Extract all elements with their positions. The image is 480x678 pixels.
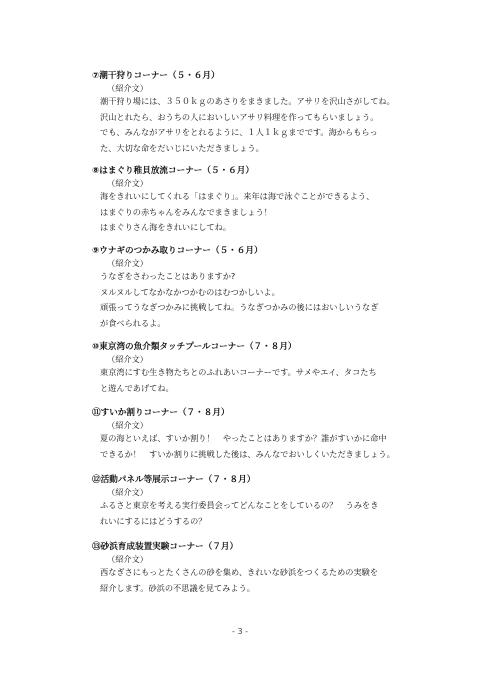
section-subtitle: （紹介文） — [107, 178, 148, 188]
section-subtitle: （紹介文） — [107, 83, 148, 93]
section-unagi — [92, 245, 432, 331]
section-text-line: ふるさと東京を考える実行委員会ってどんなことをしているの？ うみをき — [100, 500, 379, 510]
section-text-line: はまぐりさん海をきれいにしてね。 — [100, 222, 232, 232]
section-text-line: れいにするにはどうするの？ — [100, 515, 207, 526]
section-panel-display — [92, 474, 432, 529]
section-text-line: ヌルヌルしてなかなかつかむのはむつかしいよ。 — [100, 286, 280, 297]
section-shiohigari — [92, 70, 432, 156]
section-text-line: うなぎをさわったことはありますか? — [100, 271, 236, 281]
section-title: ⑧はまぐり稚貝放流コーナー（５・６月） — [92, 166, 254, 176]
section-text-line: でも、みんながアサリをとれるように、１人１ｋｇまでです。海からもらっ — [100, 127, 378, 137]
section-title: ⑩東京湾の魚介類タッチプールコーナー（７・８月） — [92, 342, 297, 352]
section-subtitle: （紹介文） — [107, 258, 148, 268]
section-title: ⑦潮干狩りコーナー（５・６月） — [92, 71, 220, 81]
section-text-line: 海をきれいにしてくれる「はまぐり」。来年は海で泳ぐことができるよう、 — [100, 191, 375, 201]
section-text-line: 潮干狩り場には、３５０ｋｇのあさりをまきました。アサリを沢山さがしてね。 — [100, 96, 395, 106]
section-title: ⑨ウナギのつかみ取りコーナー（５・６月） — [92, 246, 263, 256]
section-hamaguri — [92, 165, 432, 236]
section-text-line: 夏の海といえば、すいか割り！ やったことはありますか？誰がすいかに命中 — [100, 433, 387, 443]
page-number: - 3 - — [232, 627, 248, 636]
section-text-line: 沢山とれたら、おうちの人においしいアサリ料理を作ってもらいましょう。 — [100, 111, 379, 122]
section-title: ⑬砂浜育成装置実験コーナー（７月） — [92, 542, 239, 552]
section-sand-experiment — [92, 541, 432, 596]
section-touch-pool — [92, 341, 432, 396]
section-subtitle: （紹介文） — [107, 487, 148, 497]
section-subtitle: （紹介文） — [107, 354, 148, 364]
section-text-line: はまぐりの赤ちゃんをみんなでまきましょう！ — [100, 206, 272, 217]
section-text-line: が食べられるよ。 — [100, 317, 166, 328]
section-subtitle: （紹介文） — [107, 420, 148, 430]
section-text-line: と遊んであげてね。 — [100, 382, 174, 393]
section-subtitle: （紹介文） — [107, 554, 148, 564]
section-text-line: できるか！ すいか割りに挑戦した後は、みんなでおいしくいただきましょう。 — [100, 448, 395, 459]
section-text-line: 西なぎさにもっとたくさんの砂を集め、きれいな砂浜をつくるための実験を — [100, 567, 379, 577]
section-suikawari — [92, 407, 432, 462]
section-text-line: 頑張ってうなぎつかみに挑戦してね。うなぎつかみの後にはおいしいうなぎ — [100, 302, 379, 312]
section-title: ⑫活動パネル等展示コーナー（７・８月） — [92, 475, 256, 485]
section-title: ⑪すいか割りコーナー（７・８月） — [92, 408, 230, 418]
section-text-line: 紹介します。砂浜の不思議を見てみよう。 — [100, 582, 255, 593]
section-text-line: た、大切な命をだいじにいただきましょう。 — [100, 142, 264, 153]
section-text-line: 東京湾にすむ生き物たちとのふれあいコーナーです。サメやエイ、タコたち — [100, 367, 377, 377]
